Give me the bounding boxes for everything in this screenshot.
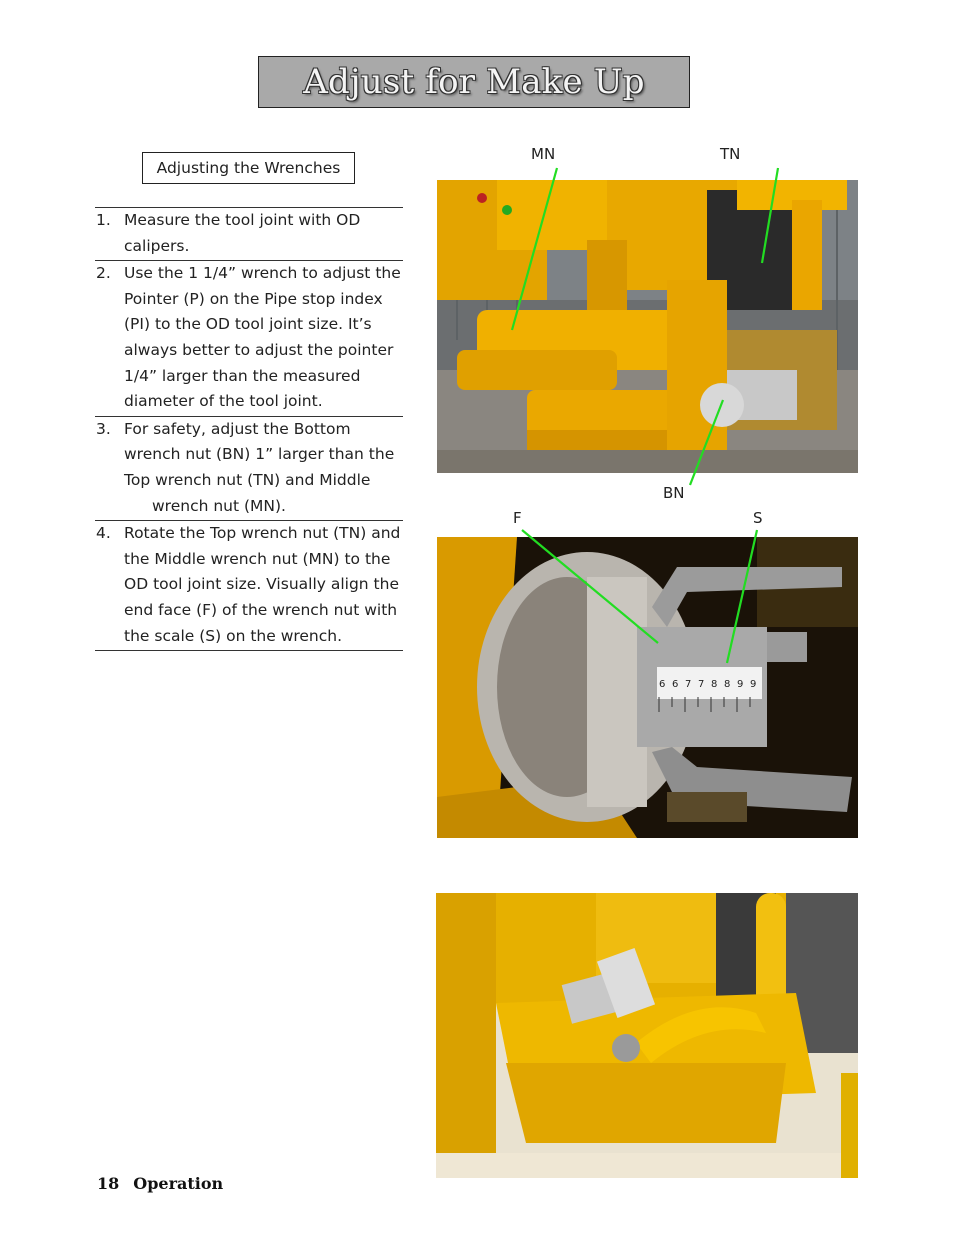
scale-digit: 8 [711,679,718,690]
step-number: 4. [96,524,111,543]
step-number: 3. [96,419,111,438]
scale-digit: 7 [685,679,692,690]
scale-digit: 6 [659,679,666,690]
callout-label-f: F [513,509,522,527]
callout-label-s: S [753,509,763,527]
page-footer [97,1174,223,1193]
pipe-stop-index-photo [436,893,858,1178]
callout-label-mn: MN [531,145,556,163]
step-text: Measure the tool joint with OD calipers. [124,211,361,255]
step-text-line: wrench nut (MN). [152,496,286,515]
scale-digit: 8 [724,679,731,690]
scale-digit: 7 [698,679,705,690]
step-text-line: For safety, adjust the Bottom wrench nut (BN) 1” larger than the Top wrench nut (TN) and Middle [124,419,395,489]
section-label: Adjusting the Wrenches [156,159,341,177]
step-number: 1. [96,211,111,229]
step-item [95,417,403,521]
wrench-scale-photo [437,537,858,838]
page-number: 18 [97,1174,120,1193]
step-item [95,261,403,417]
callout-label-tn: TN [720,145,741,163]
scale-digit: 6 [672,679,679,690]
step-text: Rotate the Top wrench nut (TN) and the Middle wrench nut (MN) to the OD tool joint size. Visually align the end face (F) of the wrench nut with the scale (S) on the wrench. [124,524,401,645]
callout-label-bn: BN [663,484,685,502]
step-text [124,417,403,519]
footer-section: Operation [133,1174,224,1193]
step-number: 2. [96,264,111,283]
steps-list [95,207,403,651]
page-title-box [258,56,690,108]
scale-digit: 9 [737,679,744,690]
section-label-box [142,152,355,184]
scale-digit: 9 [750,679,757,690]
page-title: Adjust for Make Up [303,62,645,102]
wrench-assembly-photo [437,180,858,473]
step-item [95,521,403,651]
step-text: Use the 1 1/4” wrench to adjust the Pointer (P) on the Pipe stop index (PI) to the OD tool joint size. It’s always better to adjust the pointer 1/4” larger than the measured diameter of the tool joint. [124,264,401,411]
step-item [95,208,403,261]
